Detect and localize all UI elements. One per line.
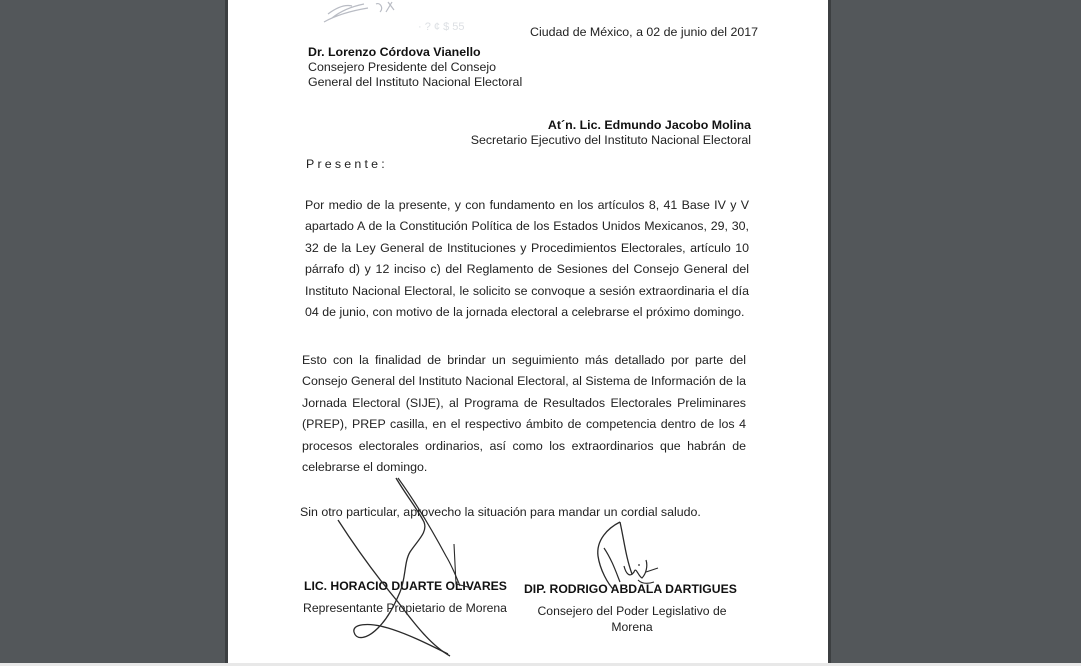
paragraph-1-line: 04 de junio, con motivo de la jornada electoral a celebrarse el próximo domingo. xyxy=(305,304,745,319)
attention-name: At´n. Lic. Edmundo Jacobo Molina xyxy=(547,118,751,132)
signature-strokes-icon xyxy=(228,0,828,663)
paragraph-2-line: Jornada Electoral (SIJE), al Programa de Resultados Electorales Preliminares xyxy=(302,395,746,410)
signatory-1-role xyxy=(302,601,508,617)
signatory-2-role-line2: Morena xyxy=(611,619,653,634)
svg-text:· ? ¢ $ 55: · ? ¢ $ 55 xyxy=(418,21,465,33)
signatory-2-role xyxy=(528,604,736,635)
recipient-name: Dr. Lorenzo Córdova Vianello xyxy=(308,45,481,59)
page-shadow-right xyxy=(828,0,831,666)
place-date: Ciudad de México, a 02 de junio del 2017 xyxy=(530,25,759,39)
closing: Sin otro particular, aprovecho la situación para mandar un cordial saludo. xyxy=(300,505,701,519)
signatory-2-name: DIP. RODRIGO ABDALA DARTIGUES xyxy=(524,582,737,596)
paragraph-1-line: párrafo d) y 12 inciso c) del Reglamento de Sesiones del Consejo General del xyxy=(305,262,749,277)
paragraph-1-line: Por medio de la presente, y con fundamento en los artículos 8, 41 Base IV y V xyxy=(305,198,749,212)
paragraph-2 xyxy=(302,350,746,478)
paragraph-1 xyxy=(305,195,749,323)
paragraph-2-line: procesos electorales ordinarios, así como los extraordinarios que habrán de xyxy=(302,438,746,453)
document-page xyxy=(228,0,828,663)
signatory-1-name: LIC. HORACIO DUARTE OLIVARES xyxy=(304,579,507,593)
attention-title: Secretario Ejecutivo del Instituto Nacional Electoral xyxy=(470,133,751,147)
salutation: Presente: xyxy=(306,157,388,171)
paragraph-1-line: Instituto Nacional Electoral, le solicito se convoque a sesión extraordinaria el día xyxy=(305,283,749,298)
paragraph-1-line: apartado A de la Constitución Política de los Estados Unidos Mexicanos, 29, 30, xyxy=(305,219,749,234)
paragraph-2-line: Consejo General del Instituto Nacional Electoral, al Sistema de Información de la xyxy=(302,374,746,389)
paragraph-2-line: celebrarse el domingo. xyxy=(302,459,428,474)
recipient-title-line1: Consejero Presidente del Consejo xyxy=(308,60,497,74)
paragraph-1-line: 32 de la Ley General de Instituciones y Procedimientos Electorales, artículo 10 xyxy=(305,240,749,255)
signatory-1-role-line1: Representante Propietario de Morena xyxy=(303,601,507,615)
paragraph-2-line: Esto con la finalidad de brindar un seguimiento más detallado por parte del xyxy=(302,353,746,367)
signatory-2-role-line1: Consejero del Poder Legislativo de xyxy=(537,604,727,618)
recipient-title-line2: General del Instituto Nacional Electoral xyxy=(308,75,523,89)
paragraph-2-line: (PREP), PREP casilla, en el respectivo ámbito de competencia dentro de los 4 xyxy=(302,417,746,432)
